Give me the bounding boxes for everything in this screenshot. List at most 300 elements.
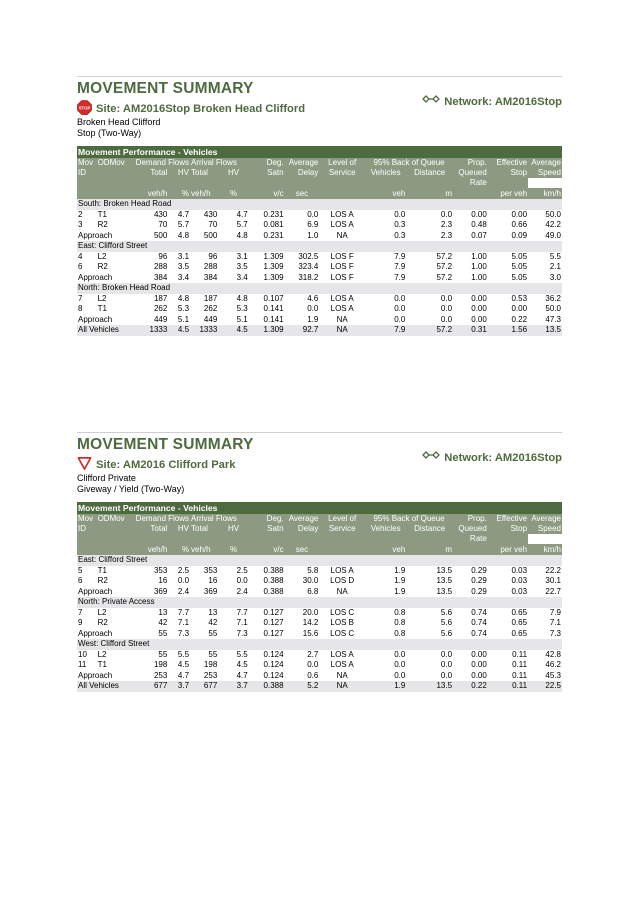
cell: NA (336, 670, 348, 680)
cell: 55 (208, 649, 218, 659)
cell: 0.09 (511, 230, 528, 240)
cell: 0.00 (471, 314, 487, 324)
cell: 3.5 (177, 262, 190, 271)
cell: 2.4 (236, 586, 248, 596)
approach-total-row (77, 231, 562, 242)
cell: 0.0 (394, 670, 406, 680)
cell: 0.22 (453, 681, 488, 692)
cell: 262 (153, 304, 168, 313)
cell: 1.309 (249, 325, 285, 336)
cell: 0.388 (263, 586, 284, 596)
cell: 0.65 (511, 607, 528, 617)
report-header (77, 77, 562, 117)
svg-text:STOP: STOP (78, 105, 91, 111)
cell: 5 (78, 565, 83, 575)
approach-total-row (77, 273, 562, 284)
cell: 7.9 (394, 262, 406, 271)
cell: 262 (203, 304, 218, 313)
all-vehicles-row (77, 325, 562, 336)
cell: L2 (97, 649, 107, 659)
cell: 4.5 (177, 660, 190, 669)
cell: 4.7 (177, 209, 190, 219)
col-dem-hv-header: HV (168, 524, 190, 534)
approach-label: Approach (78, 272, 113, 282)
unit-vehicles: veh (365, 544, 406, 555)
cell: 0.0 (307, 304, 319, 313)
cell: 0.8 (394, 607, 406, 617)
cell: 0.127 (263, 618, 284, 627)
approach-name: North: Broken Head Road (77, 283, 562, 294)
unit-dem-hv: % (168, 544, 190, 555)
cell: 6.8 (307, 586, 319, 596)
col-level-of-service-header: Level of (319, 158, 365, 168)
cell: 430 (203, 209, 218, 219)
network-icon (422, 94, 444, 109)
unit-distance: m (406, 188, 453, 199)
unit-distance: m (406, 544, 453, 555)
cell: 30.0 (302, 576, 319, 585)
cell: 4.7 (177, 670, 190, 680)
approach-label: Approach (78, 230, 113, 240)
cell: 0.0 (394, 649, 406, 659)
table-row (77, 252, 562, 263)
col-dem-hv-header: HV (168, 168, 190, 178)
cell: 57.2 (436, 272, 453, 282)
col-queued-header: Queued (453, 168, 488, 178)
col-deg-header: Deg. (249, 514, 285, 524)
cell: 1.00 (471, 251, 487, 261)
table-row (77, 220, 562, 231)
cell: LOS C (330, 607, 355, 617)
table-row (77, 650, 562, 661)
all-vehicles-row (77, 681, 562, 692)
col-vehicles-header: Vehicles (365, 168, 406, 178)
col-mov-header: Mov (77, 514, 97, 524)
cell: LOS D (330, 576, 355, 585)
cell: 0.65 (511, 618, 528, 627)
col-effective-header: Effective (488, 158, 528, 168)
cell: 449 (153, 314, 168, 324)
cell: 1.00 (471, 262, 487, 271)
header-row-3 (77, 534, 562, 544)
cell: 323.4 (298, 262, 319, 271)
approach-name: South: Broken Head Road (77, 199, 562, 210)
cell: 0.53 (511, 293, 528, 303)
cell: 0.0 (440, 660, 453, 669)
table-row (77, 304, 562, 315)
cell: 2.5 (177, 565, 190, 575)
cell: 46.2 (545, 660, 561, 669)
cell: 45.3 (545, 670, 561, 680)
unit-arr-hv: % (218, 544, 248, 555)
cell: 0.65 (511, 628, 528, 638)
cell: T1 (97, 304, 107, 313)
unit-satn: v/c (249, 188, 285, 199)
cell: R2 (97, 576, 108, 585)
cell: 16 (208, 576, 218, 585)
cell: LOS C (330, 628, 355, 638)
movement-performance-table (77, 146, 562, 336)
cell: 5.7 (177, 220, 190, 229)
cell: 0.0 (440, 314, 453, 324)
col-satn-header: Satn (249, 168, 285, 178)
cell: 0.11 (488, 681, 528, 692)
cell: 500 (153, 230, 168, 240)
cell: 2.5 (236, 565, 248, 575)
cell: 0.388 (263, 565, 284, 575)
cell: 0.0 (440, 293, 453, 303)
cell: 3.7 (218, 681, 248, 692)
col-odmov-header: ODMov (97, 158, 130, 168)
col-arr-hv-header: HV (218, 168, 248, 178)
unit-speed: km/h (528, 188, 562, 199)
site-label (77, 456, 235, 474)
cell: 3 (78, 220, 83, 229)
cell: 0.00 (471, 293, 487, 303)
cell: 13.5 (528, 325, 562, 336)
cell: 57.2 (436, 251, 453, 261)
cell: LOS F (330, 262, 354, 271)
cell: 0.0 (440, 670, 453, 680)
cell: 0.00 (471, 304, 487, 313)
table-row (77, 608, 562, 619)
cell: 2.1 (549, 262, 561, 271)
cell: LOS F (330, 251, 354, 261)
cell: 0.74 (471, 618, 487, 627)
cell: 7.9 (365, 325, 406, 336)
cell: 3.1 (177, 251, 190, 261)
cell: 4.8 (236, 230, 248, 240)
cell: 0.0 (440, 304, 453, 313)
unit-arr-total: veh/h (190, 188, 218, 199)
cell: 22.2 (545, 565, 561, 575)
unit-vehicles: veh (365, 188, 406, 199)
cell: 5.5 (177, 649, 190, 659)
col-service-header: Service (319, 524, 365, 534)
cell: 0.29 (471, 565, 487, 575)
cell: 500 (203, 230, 218, 240)
cell: 1333 (129, 325, 168, 336)
cell: 1.9 (394, 565, 406, 575)
cell: 0.0 (307, 660, 319, 669)
cell: 0.107 (263, 293, 284, 303)
cell: LOS A (330, 304, 354, 313)
cell: 4 (78, 251, 83, 261)
cell: 42.8 (545, 649, 561, 659)
cell: 55 (158, 649, 168, 659)
cell: 318.2 (298, 272, 319, 282)
approach-total-row (77, 671, 562, 682)
cell: 7.3 (236, 628, 248, 638)
cell: 36.2 (545, 293, 561, 303)
unit-dem-total: veh/h (129, 188, 168, 199)
cell: 47.3 (545, 314, 561, 324)
cell: 0.31 (453, 325, 488, 336)
cell: 0.00 (511, 304, 528, 313)
cell: 0.0 (394, 209, 406, 219)
approach-group-header (77, 241, 562, 252)
cell: 42.2 (545, 220, 561, 229)
cell: 7.1 (177, 618, 190, 627)
cell: 2.7 (307, 649, 319, 659)
network-name: Network: AM2016Stop (444, 95, 562, 108)
cell: 0.0 (236, 576, 248, 585)
cell: 50.0 (545, 304, 561, 313)
cell: 1.00 (471, 272, 487, 282)
cell: 0.0 (394, 293, 406, 303)
cell: 198 (203, 660, 218, 669)
table-row (77, 618, 562, 629)
cell: T1 (97, 565, 107, 575)
col-dem-total-header: Total (129, 168, 168, 178)
unit-dem-hv: % (168, 188, 190, 199)
col-back-of-queue-header: 95% Back of Queue (365, 514, 453, 524)
cell: 0.03 (511, 576, 528, 585)
cell: 0.29 (471, 586, 487, 596)
col-average-speed-header: Average (528, 514, 562, 524)
cell: 0.0 (440, 209, 453, 219)
cell: 187 (153, 293, 168, 303)
col-vehicles-header: Vehicles (365, 524, 406, 534)
cell: 5.05 (511, 272, 528, 282)
unit-delay: sec (285, 544, 320, 555)
cell: 353 (153, 565, 168, 575)
cell: 5.6 (440, 607, 453, 617)
cell: L2 (97, 251, 107, 261)
cell: 0.124 (263, 649, 284, 659)
cell: 13.5 (436, 586, 453, 596)
cell: 4.5 (168, 325, 190, 336)
cell: 10 (78, 649, 87, 659)
cell: 4.5 (236, 660, 248, 669)
cell: 0.03 (511, 565, 528, 575)
col-back-of-queue-header: 95% Back of Queue (365, 158, 453, 168)
cell: 4.8 (177, 230, 190, 240)
col-rate-header: Rate (453, 534, 488, 544)
cell: 1.0 (307, 230, 319, 240)
cell: 1.309 (263, 251, 284, 261)
site-name: Site: AM2016 Clifford Park (96, 459, 236, 471)
cell: LOS F (330, 272, 354, 282)
control-type: Giveway / Yield (Two-Way) (77, 484, 185, 494)
cell: 1333 (190, 325, 218, 336)
header-row-1 (77, 514, 562, 524)
cell: NA (336, 314, 348, 324)
cell: 1.9 (394, 576, 406, 585)
cell: R2 (97, 618, 108, 627)
cell: 3.4 (236, 272, 248, 282)
table-row (77, 566, 562, 577)
cell: 5.6 (440, 628, 453, 638)
network-icon (422, 450, 444, 465)
header-row-2 (77, 524, 562, 534)
col-arrival-flows-header: Arrival Flows (190, 514, 249, 524)
cell: LOS A (330, 293, 354, 303)
network-name: Network: AM2016Stop (444, 451, 562, 464)
site-label (77, 100, 305, 118)
cell: 5.05 (511, 251, 528, 261)
cell: 0.127 (263, 628, 284, 638)
col-demand-flows-header: Demand Flows (129, 158, 190, 168)
cell: 42 (208, 618, 218, 627)
approach-total-row (77, 629, 562, 640)
col-queued-header: Queued (453, 524, 488, 534)
col-rate-header: Rate (453, 178, 488, 188)
cell: 13 (208, 607, 218, 617)
cell: 7.7 (177, 607, 190, 617)
report-title: MOVEMENT SUMMARY (77, 80, 254, 97)
cell: 0.124 (263, 660, 284, 669)
header-row-3 (77, 178, 562, 188)
cell: 13.5 (436, 576, 453, 585)
site-location: Clifford Private (77, 473, 136, 483)
cell: 96 (158, 251, 168, 261)
col-average-speed-header: Average (528, 158, 562, 168)
cell: LOS A (330, 220, 354, 229)
cell: 7 (78, 293, 83, 303)
unit-satn: v/c (249, 544, 285, 555)
approach-name: West: Clifford Street (77, 639, 562, 650)
cell: 6 (78, 262, 83, 271)
movement-summary-1 (77, 76, 562, 336)
cell: T1 (97, 660, 107, 669)
cell: 7.9 (549, 607, 561, 617)
col-effective-header: Effective (488, 514, 528, 524)
col-delay-header: Delay (285, 524, 320, 534)
unit-dem-total: veh/h (129, 544, 168, 555)
all-vehicles-label: All Vehicles (77, 681, 129, 692)
cell: 0.74 (471, 628, 487, 638)
cell: 0.3 (394, 230, 406, 240)
cell: 0.03 (511, 586, 528, 596)
cell: 0.00 (471, 649, 487, 659)
approach-group-header (77, 639, 562, 650)
cell: 449 (203, 314, 218, 324)
cell: 20.0 (302, 607, 319, 617)
cell: 7.7 (236, 607, 248, 617)
cell: 70 (158, 220, 168, 229)
col-dem-total-header: Total (129, 524, 168, 534)
col-average-delay-header: Average (285, 514, 320, 524)
cell: 2.4 (177, 586, 190, 596)
cell: L2 (97, 293, 107, 303)
cell: 0.3 (394, 220, 406, 229)
cell: 677 (129, 681, 168, 692)
approach-total-row (77, 587, 562, 598)
cell: 253 (203, 670, 218, 680)
cell: 4.7 (236, 209, 248, 219)
cell: 50.0 (545, 209, 561, 219)
cell: 384 (153, 272, 168, 282)
cell: 0.127 (263, 607, 284, 617)
cell: 1.309 (263, 272, 284, 282)
cell: 7.3 (549, 628, 561, 638)
cell: 1.9 (307, 314, 319, 324)
cell: 1.56 (488, 325, 528, 336)
cell: 8 (78, 304, 83, 313)
col-mov-header: Mov (77, 158, 97, 168)
stop-sign-icon (77, 100, 96, 118)
cell: 7.1 (236, 618, 248, 627)
approach-total-row (77, 315, 562, 326)
unit-stop-rate: per veh (488, 544, 528, 555)
table-title: Movement Performance - Vehicles (77, 502, 562, 514)
header-row-1 (77, 158, 562, 168)
cell: 4.7 (236, 670, 248, 680)
cell: 0.388 (249, 681, 285, 692)
table-row (77, 660, 562, 671)
cell: 1.9 (365, 681, 406, 692)
cell: 0.74 (471, 607, 487, 617)
all-vehicles-label: All Vehicles (77, 325, 129, 336)
col-id-header: ID (77, 168, 97, 178)
cell: 353 (203, 565, 218, 575)
cell: 16 (158, 576, 168, 585)
cell: 0.388 (263, 576, 284, 585)
network-label (422, 94, 562, 109)
col-prop-header: Prop. (453, 514, 488, 524)
cell: 0.141 (263, 314, 284, 324)
cell: 6.9 (307, 220, 319, 229)
cell: 677 (190, 681, 218, 692)
cell: 4.5 (218, 325, 248, 336)
approach-label: Approach (78, 586, 113, 596)
cell: 0.11 (512, 649, 528, 659)
col-demand-flows-header: Demand Flows (129, 514, 190, 524)
cell: 7.9 (394, 272, 406, 282)
cell: 7.3 (177, 628, 190, 638)
cell: 3.4 (177, 272, 190, 282)
cell: 0.0 (177, 576, 190, 585)
cell: 4.8 (236, 293, 248, 303)
cell: 384 (203, 272, 218, 282)
cell: 0.0 (394, 660, 406, 669)
units-row (77, 188, 562, 199)
cell: 253 (153, 670, 168, 680)
cell: 198 (153, 660, 168, 669)
table-row (77, 294, 562, 305)
col-deg-header: Deg. (249, 158, 285, 168)
cell: 13 (158, 607, 168, 617)
cell: 0.081 (263, 220, 284, 229)
movement-summary-2 (77, 432, 562, 692)
approach-name: East: Clifford Street (77, 241, 562, 252)
cell: 55 (208, 628, 218, 638)
cell: 4.8 (177, 293, 190, 303)
cell: L2 (97, 607, 107, 617)
header-row-2 (77, 168, 562, 178)
col-delay-header: Delay (285, 168, 320, 178)
cell: 0.66 (511, 220, 528, 229)
report-title: MOVEMENT SUMMARY (77, 436, 254, 453)
network-label (422, 450, 562, 465)
cell: 57.2 (406, 325, 453, 336)
cell: T1 (97, 209, 107, 219)
cell: 0.0 (394, 314, 406, 324)
cell: 0.07 (471, 230, 487, 240)
cell: 7.1 (549, 618, 561, 627)
unit-arr-total: veh/h (190, 544, 218, 555)
cell: 49.0 (545, 230, 561, 240)
cell: 5.1 (177, 314, 190, 324)
cell: R2 (97, 220, 108, 229)
site-location: Broken Head Clifford (77, 117, 161, 127)
cell: 55 (158, 628, 168, 638)
cell: 3.0 (549, 272, 561, 282)
cell: 5.6 (440, 618, 453, 627)
table-title: Movement Performance - Vehicles (77, 146, 562, 158)
cell: 3.7 (168, 681, 190, 692)
